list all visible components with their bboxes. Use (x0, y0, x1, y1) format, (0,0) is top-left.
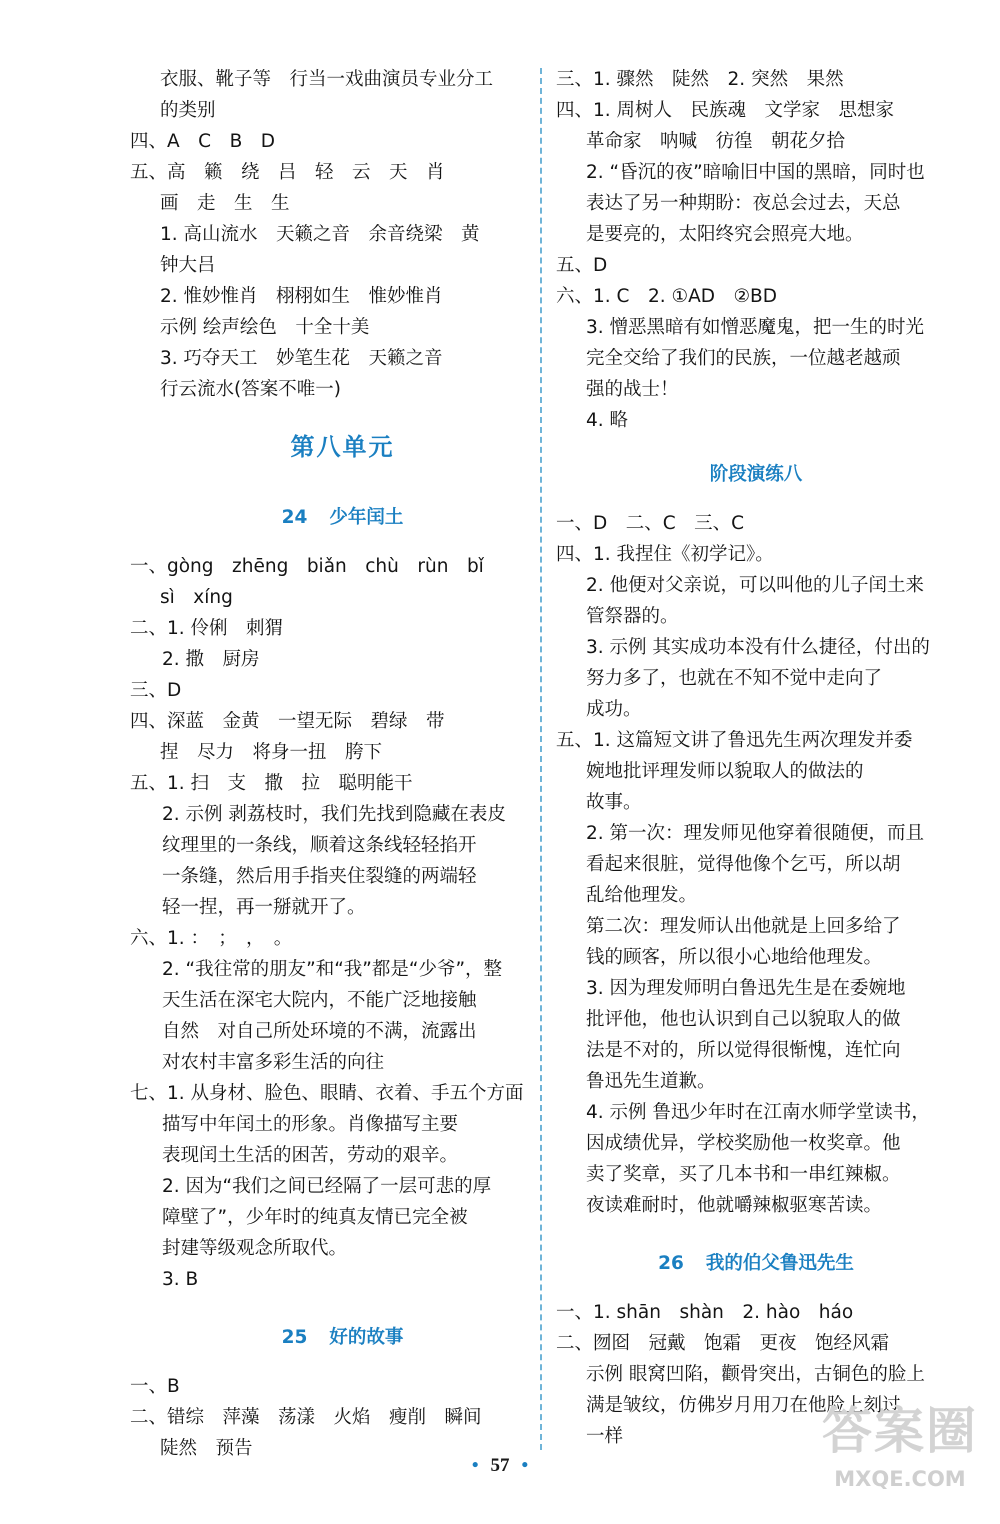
answer-line: 二、囫囵 冠戴 饱霜 更夜 饱经风霜 (556, 1333, 890, 1354)
answer-line: 陡然 预告 (160, 1438, 253, 1459)
answer-line: 看起来很脏，觉得他像个乞丐，所以胡 (586, 854, 901, 875)
answer-line: 第二次：理发师认出他就是上回多给了 (586, 916, 901, 937)
answer-line: 成功。 (586, 699, 642, 720)
answer-line: 一、B (130, 1376, 180, 1397)
answer-line: 自然 对自己所处环境的不满，流露出 (162, 1021, 477, 1042)
answer-line: 4. 略 (586, 410, 629, 431)
lesson-name: 好的故事 (329, 1327, 404, 1348)
answer-line: 二、错综 萍藻 荡漾 火焰 瘦削 瞬间 (130, 1407, 482, 1428)
unit-title: 第八单元 (290, 433, 395, 461)
answer-line: 三、1. 骤然 陡然 2. 突然 果然 (556, 69, 844, 90)
answer-line: 一、gòng zhēng biǎn chù rùn bǐ (130, 556, 484, 577)
answer-line: 六、1. C 2. ①AD ②BD (556, 286, 777, 307)
page-number-value: 57 (490, 1455, 510, 1476)
answer-line: 描写中年闰土的形象。肖像描写主要 (162, 1114, 459, 1135)
answer-line: 管祭器的。 (586, 606, 679, 627)
lesson-24-answers (130, 551, 525, 1295)
watermark-logo (812, 1398, 988, 1516)
watermark-url: MXQE.COM (834, 1467, 966, 1491)
answer-line: 2. 撒 厨房 (162, 649, 260, 670)
left-block-1 (130, 64, 525, 405)
answer-line: 钱的顾客，所以很小心地给他理发。 (586, 947, 883, 968)
answer-line: 示例 绘声绘色 十全十美 (160, 317, 370, 338)
lesson-24-title (160, 501, 525, 535)
answer-line: 一、D 二、C 三、C (556, 513, 745, 534)
answer-line: 二、1. 伶俐 刺猬 (130, 618, 284, 639)
lesson-name: 我的伯父鲁迅先生 (705, 1253, 854, 1274)
answer-line: 钟大吕 (160, 255, 216, 276)
answer-line: 五、1. 这篇短文讲了鲁迅先生两次理发并委 (556, 730, 913, 751)
answer-line: 封建等级观念所取代。 (162, 1238, 348, 1259)
bullet-dot-icon: • (521, 1455, 529, 1476)
answer-line: 四、A C B D (130, 131, 276, 152)
right-block-1 (556, 64, 956, 436)
answer-line: 的类别 (160, 100, 216, 121)
answer-line: 五、1. 扫 支 撒 拉 聪明能干 (130, 773, 413, 794)
column-divider (540, 68, 542, 1450)
answer-line: 示例 眼窝凹陷，颧骨突出，古铜色的脸上 (586, 1364, 925, 1385)
answer-line: 夜读难耐时，他就嚼辣椒驱寒苦读。 (586, 1195, 883, 1216)
answer-line: 强的战士！ (586, 379, 679, 400)
answer-line: 卖了奖章，买了几本书和一串红辣椒。 (586, 1164, 901, 1185)
answer-line: 画 走 生 生 (160, 193, 290, 214)
answer-line: 2. “我往常的朋友”和“我”都是“少爷”，整 (162, 959, 503, 980)
answer-line: 对农村丰富多彩生活的向往 (162, 1052, 385, 1073)
answer-line: 2. 因为“我们之间已经隔了一层可悲的厚 (162, 1176, 492, 1197)
answer-line: 革命家 呐喊 彷徨 朝花夕拾 (586, 131, 846, 152)
lesson-number: 24 (281, 507, 308, 528)
answer-line: 2. 惟妙惟肖 栩栩如生 惟妙惟肖 (160, 286, 443, 307)
left-column (130, 64, 525, 1464)
answer-line: 故事。 (586, 792, 642, 813)
answer-line: 乱给他理发。 (586, 885, 698, 906)
answer-line: 3. 憎恶黑暗有如憎恶魔鬼，把一生的时光 (586, 317, 925, 338)
answer-line: 三、D (130, 680, 182, 701)
stage-practice-answers (556, 508, 956, 1221)
answer-line: 六、1. ： ； ， 。 (130, 928, 293, 949)
answer-line: 纹理里的一条线，顺着这条线轻轻掐开 (162, 835, 477, 856)
watermark-chinese: 答案圈 (822, 1402, 978, 1460)
answer-line: 四、1. 周树人 民族魂 文学家 思想家 (556, 100, 895, 121)
answer-line: 一条缝，然后用手指夹住裂缝的两端轻 (162, 866, 477, 887)
answer-line: 4. 示例 鲁迅少年时在江南水师学堂读书， (586, 1102, 930, 1123)
answer-line: 障壁了”，少年时的纯真友情已完全被 (162, 1207, 468, 1228)
answer-line: 四、深蓝 金黄 一望无际 碧绿 带 (130, 711, 445, 732)
answer-line: 完全交给了我们的民族，一位越老越顽 (586, 348, 901, 369)
lesson-number: 26 (658, 1253, 684, 1274)
answer-line: 一、1. shān shàn 2. hào háo (556, 1302, 854, 1323)
answer-line: 3. 巧夺天工 妙笔生花 天籁之音 (160, 348, 443, 369)
answer-line: 2. 示例 剥荔枝时，我们先找到隐藏在表皮 (162, 804, 506, 825)
answer-line: 是要亮的，太阳终究会照亮大地。 (586, 224, 864, 245)
answer-line: 婉地批评理发师以貌取人的做法的 (586, 761, 864, 782)
lesson-26-title (556, 1247, 956, 1281)
answer-line: 3. 示例 其实成功本没有什么捷径，付出的 (586, 637, 930, 658)
answer-line: 努力多了，也就在不知不觉中走向了 (586, 668, 883, 689)
answer-line: 1. 高山流水 天籁之音 余音绕梁 黄 (160, 224, 480, 245)
answer-line: 鲁迅先生道歉。 (586, 1071, 716, 1092)
answer-line: 轻一捏，再一掰就开了。 (162, 897, 366, 918)
stage-practice-title: 阶段演练八 (709, 464, 803, 485)
lesson-name: 少年闰土 (329, 507, 404, 528)
answer-line: 批评他，他也认识到自己以貌取人的做 (586, 1009, 901, 1030)
lesson-25-answers (130, 1371, 525, 1464)
answer-line: 七、1. 从身材、脸色、眼睛、衣着、手五个方面 (130, 1083, 524, 1104)
answer-line: 2. “昏沉的夜”暗喻旧中国的黑暗，同时也 (586, 162, 925, 183)
answer-line: 法是不对的，所以觉得很惭愧，连忙向 (586, 1040, 901, 1061)
answer-line: 衣服、靴子等 行当一戏曲演员专业分工 (160, 69, 494, 90)
answer-line: 五、高 籁 绕 吕 轻 云 天 肖 (130, 162, 445, 183)
answer-line: 表达了另一种期盼：夜总会过去，天总 (586, 193, 901, 214)
answer-line: 天生活在深宅大院内，不能广泛地接触 (162, 990, 477, 1011)
answer-line: 因成绩优异，学校奖励他一枚奖章。他 (586, 1133, 901, 1154)
lesson-25-title (160, 1321, 525, 1355)
answer-line: sì xíng (160, 587, 233, 608)
right-column (556, 64, 956, 1452)
answer-line: 行云流水(答案不唯一) (160, 379, 341, 400)
answer-line: 3. 因为理发师明白鲁迅先生是在委婉地 (586, 978, 906, 999)
bullet-dot-icon: • (471, 1455, 479, 1476)
answer-line: 2. 第一次：理发师见他穿着很随便，而且 (586, 823, 925, 844)
lesson-number: 25 (281, 1327, 308, 1348)
answer-line: 捏 尽力 将身一扭 胯下 (160, 742, 383, 763)
answer-line: 3. B (162, 1269, 199, 1290)
answer-line: 满是皱纹，仿佛岁月用刀在他脸上刻过 (586, 1395, 901, 1416)
answer-line: 五、D (556, 255, 608, 276)
answer-line: 一样 (586, 1426, 624, 1447)
answer-line: 四、1. 我捏住《初学记》。 (556, 544, 774, 565)
answer-line: 表现闰土生活的困苦，劳动的艰辛。 (162, 1145, 459, 1166)
answer-line: 2. 他便对父亲说，可以叫他的儿子闰土来 (586, 575, 925, 596)
